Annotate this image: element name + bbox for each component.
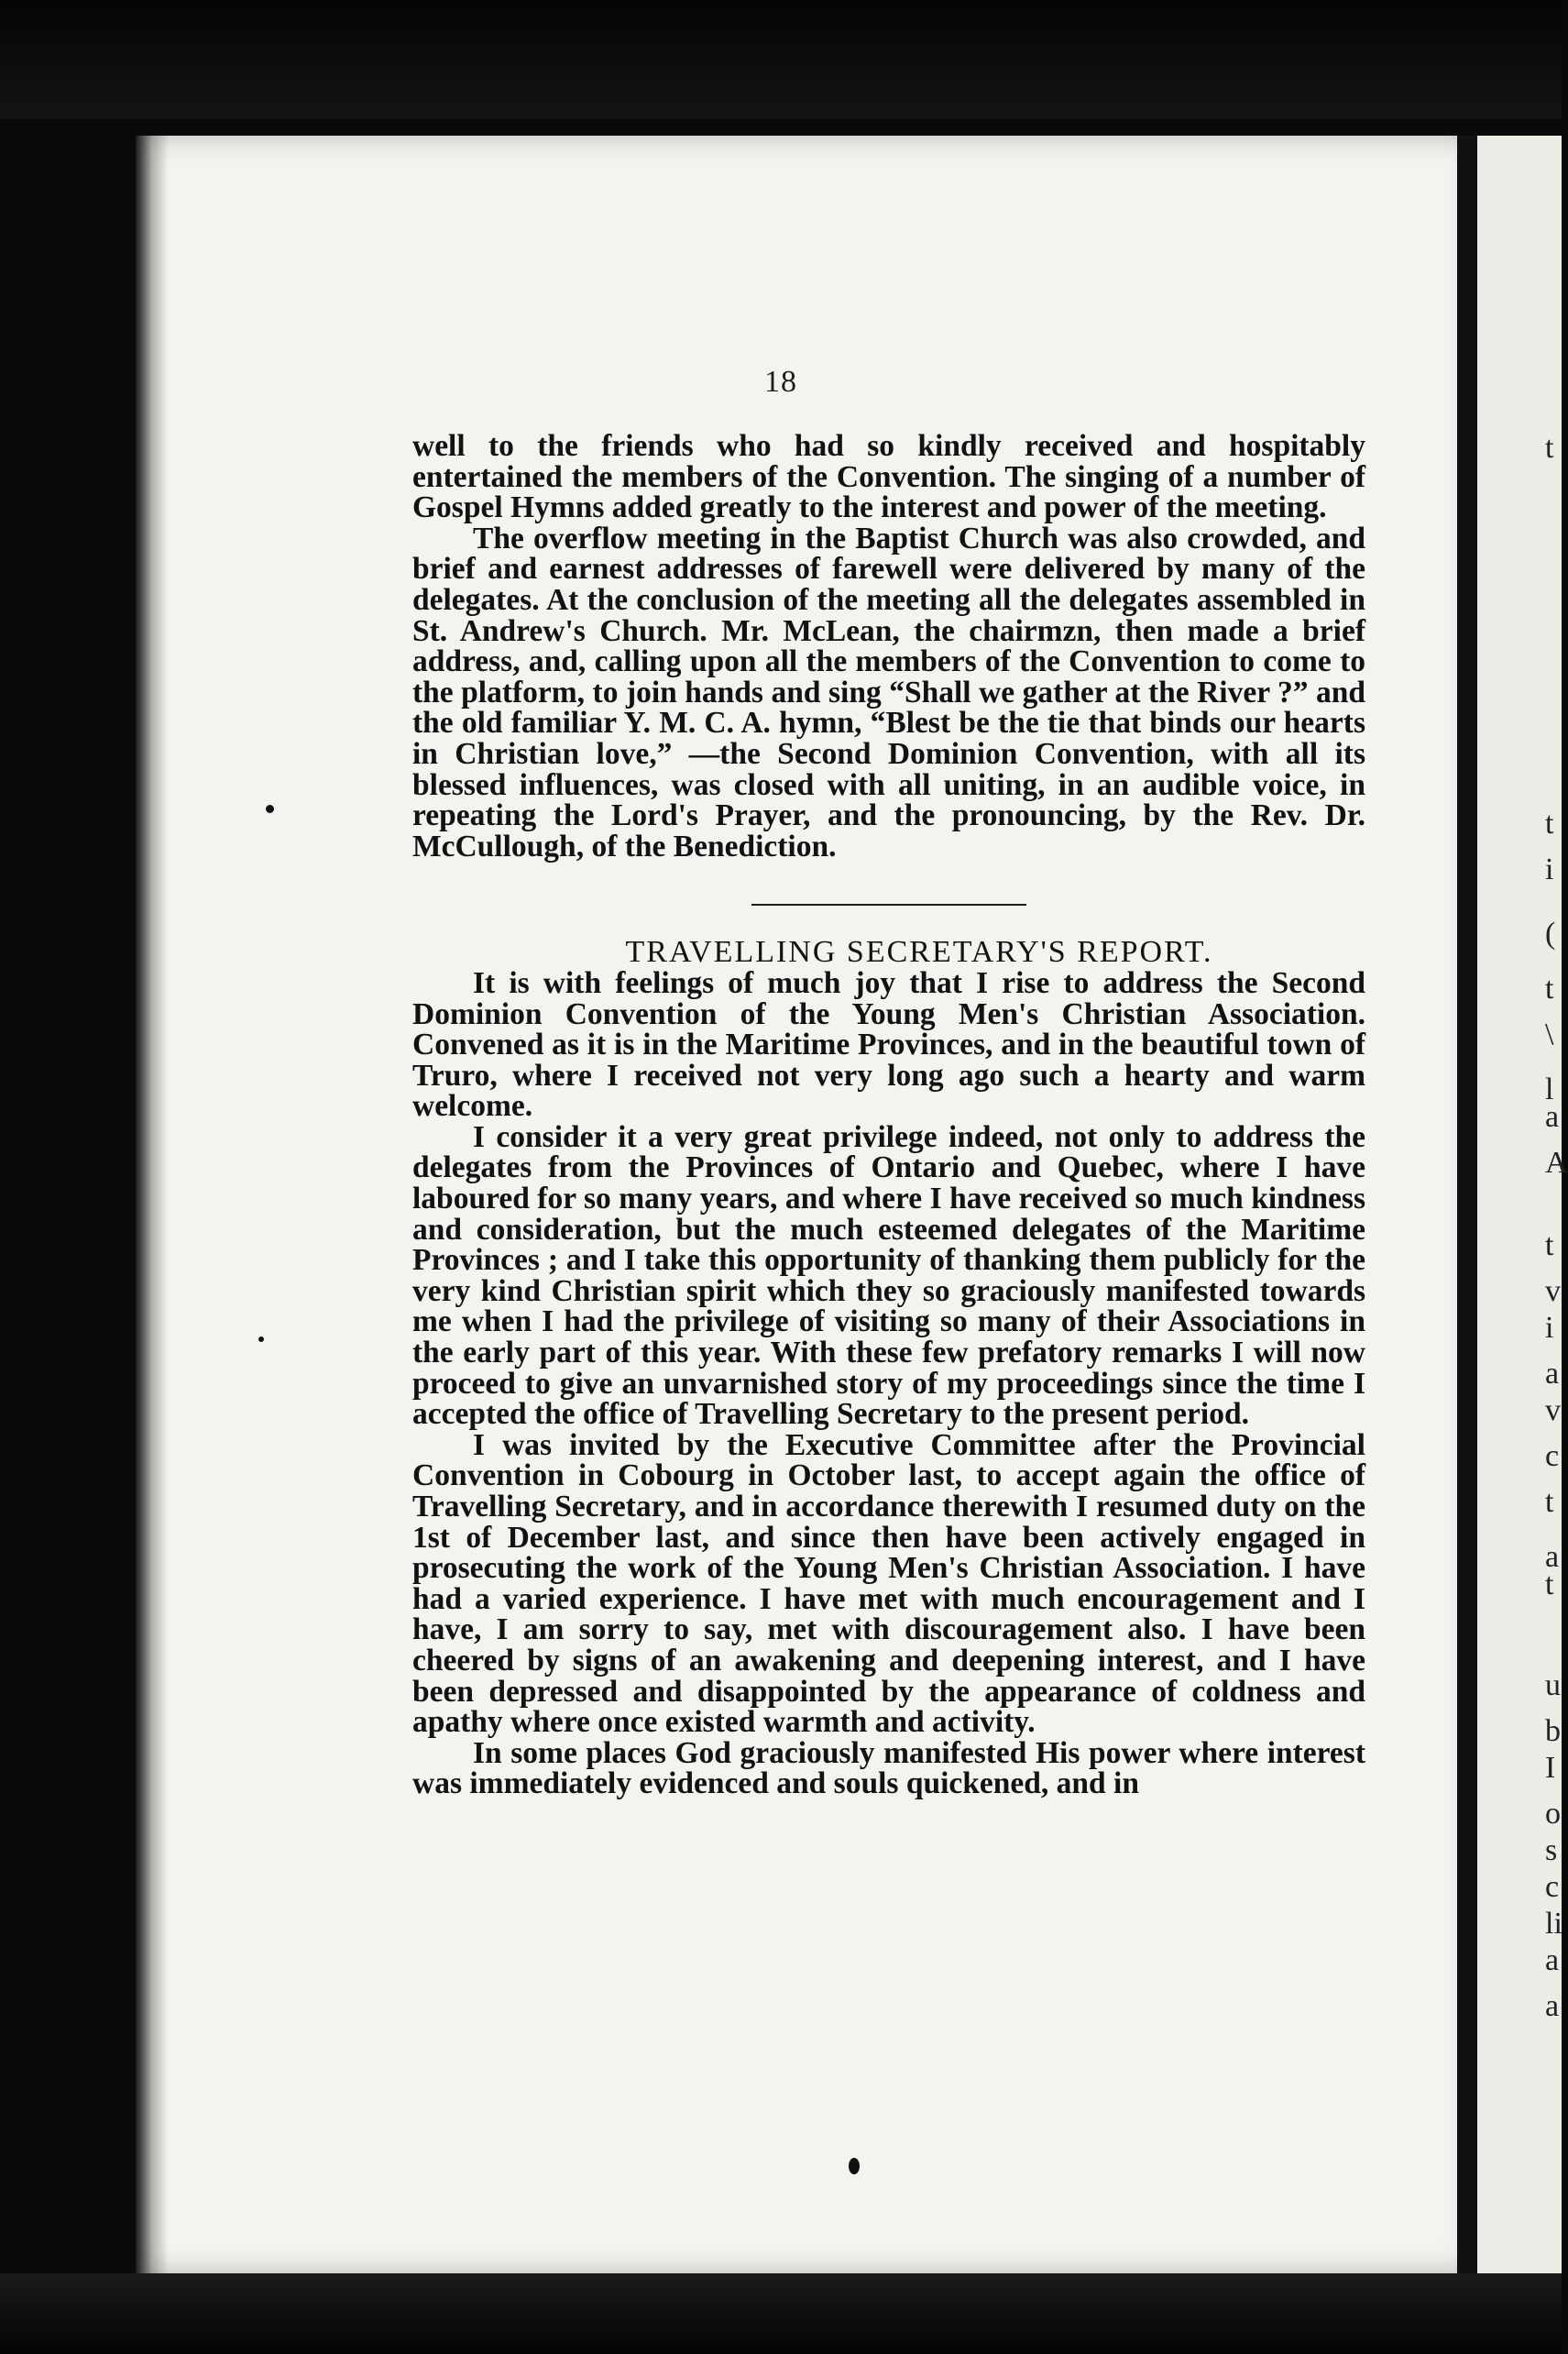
facing-page-letter: a — [1545, 1989, 1560, 2023]
page-gutter — [1457, 136, 1477, 2273]
paragraph-overflow-meeting: The overflow meeting in the Baptist Church was also crowded, and brief and earnest addresses of farewell were delivered by many of the delegates. At the conclusion of the meeting all the delegates assembled in St. Andrew's Church. Mr. McLean, the chairmzn, then made a brief address, and, calling upon all the members of the Convention to come to the platform, to join hands and sing “Shall we gather at the River ?” and the old familiar Y. M. C. A. hymn, “Blest be the tie that binds our hearts in Christian love,” —the Second Dominion Convention, with all its blessed influences, was closed with all uniting, in an audible voice, in repeating the Lord's Prayer, and the pronouncing, by the Rev. Dr. McCullough, of the Benediction. — [412, 521, 1365, 864]
facing-page-letter: a — [1545, 1357, 1560, 1391]
facing-page-letter: ( — [1545, 917, 1556, 951]
facing-page-letter: \ — [1545, 1018, 1554, 1051]
facing-page-letter: t — [1545, 1485, 1554, 1519]
page-number: 18 — [764, 365, 797, 399]
facing-page-letter: o — [1545, 1797, 1561, 1831]
section-heading: TRAVELLING SECRETARY'S REPORT. — [625, 935, 1213, 970]
scan-edge-bottom — [0, 2273, 1562, 2354]
facing-page-letter: s — [1545, 1833, 1558, 1867]
facing-page-letter: i — [1545, 852, 1554, 886]
facing-page-letter: c — [1545, 1439, 1560, 1473]
facing-page-letter: c — [1545, 1870, 1560, 1904]
facing-page-letter: t — [1545, 431, 1554, 465]
binding-shadow — [136, 136, 169, 2273]
facing-page-letter: l — [1545, 1072, 1554, 1106]
report-paragraph: I was invited by the Executive Committee after the Provincial Convention in Cobourg in October last, to accept again the office of Travelling Secretary, and in accordance therewith I resumed duty on the 1st of December last, and since then have been actively engaged in prosecuting the work of the Young Men's Christian Association. I have had a varied experience. I have met with much encouragement and I have, I am sorry to say, met with discouragement also. I have been cheered by signs of an awakening and deepening interest, and I have been depressed and disappointed by the appearance of coldness and apathy where once existed warmth and activity. — [412, 1427, 1365, 1740]
facing-page-letter: u — [1545, 1668, 1561, 1702]
scan-speck — [266, 805, 274, 813]
facing-page-letter: A — [1545, 1146, 1568, 1180]
facing-page-letter: a — [1545, 1943, 1560, 1977]
scan-edge-top — [0, 0, 1562, 119]
section-divider-rule — [751, 904, 1026, 906]
facing-page-letter: li — [1545, 1907, 1563, 1941]
facing-page-letter: v — [1545, 1274, 1561, 1308]
paragraph-continuation: well to the friends who had so kindly received and hospitably entertained the members of the Convention. The singing of a number of Gospel Hymns added greatly to the interest and power of the meeting. — [412, 429, 1365, 525]
facing-page-letter: t — [1545, 1228, 1554, 1262]
scan-speck — [258, 1336, 264, 1342]
facing-page-sliver — [1477, 136, 1568, 2273]
facing-page-letter: t — [1545, 972, 1554, 1006]
report-paragraph: It is with feelings of much joy that I rise to address the Second Dominion Convention of the Young Men's Christian Association. Convened as it is in the Maritime Provinces, and in the beautiful town of Truro, where I received not very long ago such a hearty and warm welcome. — [412, 965, 1365, 1124]
facing-page-letter: t — [1545, 1568, 1554, 1601]
facing-page-letter: I — [1545, 1751, 1556, 1785]
facing-page-letter: v — [1545, 1393, 1561, 1427]
facing-page-letter: a — [1545, 1100, 1560, 1134]
facing-page-letter: t — [1545, 807, 1554, 841]
report-paragraph: I consider it a very great privilege indeed, not only to address the delegates from the Provinces of Ontario and Quebec, where I have laboured for so many years, and where I have received so much kindness and consideration, but the much esteemed delegates of the Maritime Provinces ; and I take this opportunity of thanking them publicly for the very kind Christian spirit which they so graciously manifested towards me when I had the privilege of visiting so many of their Associations in the early part of this year. With these few prefatory remarks I will now proceed to give an unvarnished story of my proceedings since the time I accepted the office of Travelling Secretary to the present period. — [412, 1119, 1365, 1432]
scan-speck — [849, 2158, 860, 2174]
facing-page-letter: i — [1545, 1311, 1554, 1345]
facing-page-letter: a — [1545, 1540, 1560, 1574]
report-paragraph: In some places God graciously manifested His power where interest was immediately evidenced and souls quickened, and in — [412, 1735, 1365, 1801]
body-text — [412, 431, 1365, 1799]
facing-page-letter: b — [1545, 1714, 1561, 1748]
